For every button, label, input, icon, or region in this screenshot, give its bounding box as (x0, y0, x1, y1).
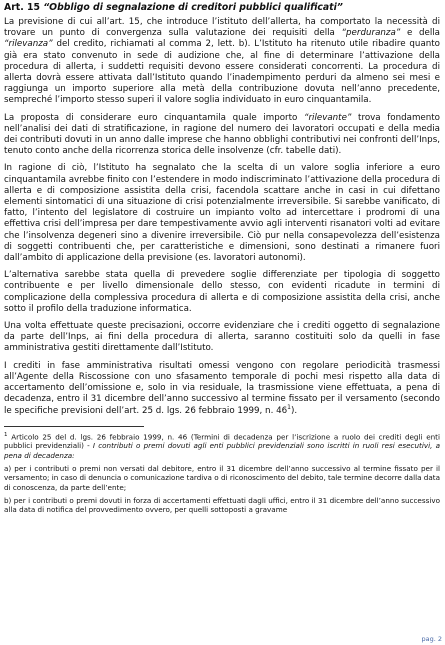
footnote-reference[interactable]: 1 (287, 403, 291, 411)
article-label: Art. 15 (4, 2, 40, 13)
paragraph-1 (4, 17, 440, 107)
footnote-1 (4, 431, 440, 460)
paragraph-2-emphasis: “rilevante” (303, 112, 352, 123)
page-number: pag. 2 (421, 635, 442, 643)
paragraph-1-text-b: e della (400, 28, 440, 39)
article-title: “Obbligo di segnalazione di creditori pubblici qualificati” (43, 2, 343, 13)
paragraph-6 (4, 361, 440, 417)
paragraph-1-text-c: del credito, richiamati al comma 2, lett. b). L’Istituto ha ritenuto utile ribadire quanto già era stato convenuto in sede di audizione che, al fine di determinare l’attivazione della procedura di allerta, i suddetti requisiti devono essere considerati concorrenti. La procedura di allerta dovrà essere attivata dall’Istituto quando l’inadempimento perduri da almeno sei mesi e raggiunga un importo superiore alla metà della contribuzione dovuta nell’anno precedente, sempreché l’importo stesso superi il valore soglia individuato in euro cinquantamila. (4, 39, 440, 106)
paragraph-2 (4, 113, 440, 158)
footnote-divider (4, 426, 144, 427)
paragraph-3: In ragione di ciò, l’Istituto ha segnalato che la scelta di un valore soglia inferiore a euro cinquantamila avrebbe finito con l’estendere in modo indiscriminato l’attivazione della procedura di allerta e di composizione assistita della crisi, facendola scattare anche in casi in cui difettano elementi sintomatici di una situazione di crisi potenzialmente irreversibile. Si sarebbe vanificato, di fatto, l’intento del legislatore di costruire un impianto volto ad intercettare i prodromi di una effettiva crisi dell’impresa per dare tempestivamente avvio agli interventi risanatori volti ad evitare che l’insolvenza degeneri sino a divenire irreversibile. Ciò pur nella consapevolezza dell’esistenza di soggetti contribuenti che, per caratteristiche e dimensioni, sono destinati a rimanere fuori dall’ambito di applicazione della previsione (es. lavoratori autonomi). (4, 163, 440, 264)
paragraph-1-emphasis-1: “perduranza” (341, 28, 401, 39)
paragraph-2-text-b: trova fondamento nell’analisi dei dati di stratificazione, in ragione del numero dei lavoratori occupati e della media dei contributi dovuti in un anno dalle imprese che hanno obblighi contributivi nei confronti dell’Inps, tenuto conto anche della ricorrenza storica delle insolvenze (cfr. tabelle dati). (4, 112, 440, 157)
footnote-item-b: b) per i contributi o premi dovuti in forza di accertamenti effettuati dagli uffici, entro il 31 dicembre dell’anno successivo alla data di notifica del provvedimento ovvero, per quelli sottoposti a gravame (4, 495, 440, 515)
article-heading (4, 2, 440, 14)
document-page (4, 2, 440, 518)
footnote-1-italic: I contributi o premi dovuti agli enti pubblici previdenziali sono iscritti in ruoli resi esecutivi, a pena di decadenza: (4, 441, 440, 460)
paragraph-1-emphasis-2: “rilevanza” (4, 39, 53, 50)
paragraph-6-tail: ). (290, 405, 298, 416)
paragraph-6-text: I crediti in fase amministrativa risultati omessi vengono con regolare periodicità trasmessi all’Agente della Riscossione con uno sfasamento temporale di pochi mesi rispetto alla data di accertamento dell’omissione e, solo in via residuale, la trasmissione viene effettuata, a pena di decadenza, entro il 31 dicembre dell’anno successivo al termine fissato per il versamento (secondo le specifiche previsioni dell’art. 25 d. lgs. 26 febbraio 1999, n. 46 (4, 360, 440, 416)
paragraph-2-text-a: La proposta di considerare euro cinquantamila quale importo (4, 112, 304, 123)
footnote-item-a: a) per i contributi o premi non versati dal debitore, entro il 31 dicembre dell’anno successivo al termine fissato per il versamento; in caso di denuncia o comunicazione tardiva o di riconoscimento del debito, tale termine decorre dalla data di conoscenza, da parte dell’ente; (4, 463, 440, 492)
footnote-number: 1 (4, 431, 8, 438)
paragraph-4: L’alternativa sarebbe stata quella di prevedere soglie differenziate per tipologia di soggetto contribuente e per livello dimensionale dello stesso, con evidenti ricadute in termini di complicazione della complessiva procedura di allerta e di composizione assistita della crisi, anche sotto il profilo della traduzione informatica. (4, 270, 440, 314)
footnote-1-text: Articolo 25 del d. lgs. 26 febbraio 1999, n. 46 (Termini di decadenza per l’iscrizione a ruolo dei crediti degli enti pubblici previdenziali) - (4, 432, 440, 451)
paragraph-5: Una volta effettuate queste precisazioni, occorre evidenziare che i crediti oggetto di segnalazione da parte dell’Inps, ai fini della procedura di allerta, saranno costituiti solo da quelli in fase amministrativa gestiti direttamente dall’Istituto. (4, 321, 440, 354)
paragraph-1-text-a: La previsione di cui all’art. 15, che introduce l’istituto dell’allerta, ha comportato la necessità di trovare un punto di convergenza sulla valutazione dei requisiti della (4, 17, 440, 39)
